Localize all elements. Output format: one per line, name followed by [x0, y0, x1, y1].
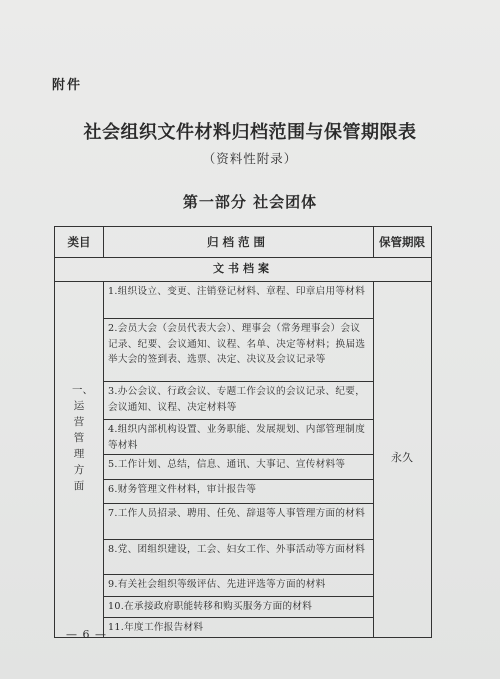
list-item: 2.会员大会（会员代表大会）、理事会（常务理事会）会议记录、纪要、会议通知、议程、名单、决定等材料；换届选举大会的签到表、选票、决定、决议及会议记录等: [108, 323, 366, 365]
list-item: 8.党、团组织建设，工会、妇女工作、外事活动等方面材料: [108, 544, 366, 555]
list-item: 3.办公会议、行政会议、专题工作会议的会议记录、纪要，会议通知、议程、决定材料等: [108, 386, 366, 413]
page-number: — 6 —: [66, 628, 107, 641]
section-title: 文书档案: [213, 262, 273, 275]
list-item: 1.组织设立、变更、注销登记材料、章程、印章启用等材料: [108, 286, 366, 297]
category-label: 一、运营管理方面: [72, 384, 93, 492]
list-item: 6.财务管理文件材料，审计报告等: [108, 484, 257, 495]
header-period: 保管期限: [379, 235, 425, 249]
list-item: 9.有关社会组织等级评估、先进评选等方面的材料: [108, 579, 326, 590]
part-title: 第一部分 社会团体: [182, 193, 318, 211]
list-item: 4.组织内部机构设置、业务职能、发展规划、内部管理制度等材料: [108, 424, 366, 451]
retention-table: [54, 226, 432, 638]
retention-period: 永久: [391, 451, 413, 464]
document-subtitle: （资料性附录）: [202, 151, 298, 166]
list-item: 11.年度工作报告材料: [108, 622, 204, 633]
list-item: 5.工作计划、总结，信息、通讯、大事记、宣传材料等: [108, 459, 346, 470]
list-item: 10.在承接政府职能转移和购买服务方面的材料: [108, 601, 313, 612]
header-scope: 归档范围: [207, 235, 269, 249]
attachment-label: 附件: [52, 78, 83, 93]
document-title: 社会组织文件材料归档范围与保管期限表: [83, 122, 417, 143]
list-item: 7.工作人员招录、聘用、任免、辞退等人事管理方面的材料: [108, 508, 366, 519]
header-category: 类目: [67, 235, 91, 249]
